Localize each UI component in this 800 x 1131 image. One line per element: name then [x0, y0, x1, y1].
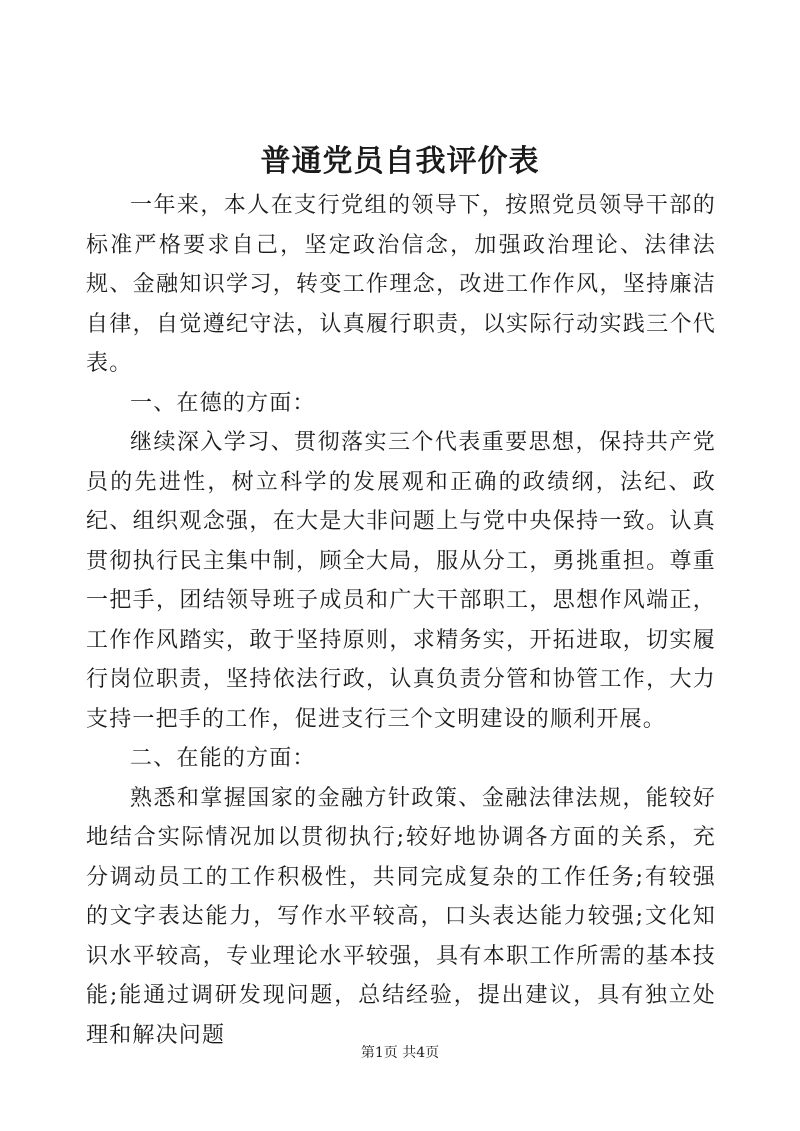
section-heading-virtue: 一、在德的方面：	[130, 390, 316, 416]
paragraph-virtue: 继续深入学习、贯彻落实三个代表重要思想，保持共产党员的先进性，树立科学的发展观和正确的政绩纲，法纪、政纪、组织观念强，在大是大非问题上与党中央保持一致。认真贯彻执行民主集中制，顾全大局，服从分工，勇挑重担。尊重一把手，团结领导班子成员和广大干部职工，思想作风端正，工作作风踏实，敢于坚持原则，求精务实，开拓进取，切实履行岗位职责，坚持依法行政，认真负责分管和协管工作，大力支持一把手的工作，促进支行三个文明建设的顺利开展。	[86, 430, 716, 732]
paragraph-ability: 熟悉和掌握国家的金融方针政策、金融法律法规，能较好地结合实际情况加以贯彻执行;较好地协调各方面的关系，充分调动员工的工作积极性，共同完成复杂的工作任务;有较强的文字表达能力，写作水平较高，口头表达能力较强;文化知识水平较高，专业理论水平较强，具有本职工作所需的基本技能;能通过调研发现问题，总结经验，提出建议，具有独立处理和解决问题	[86, 785, 716, 1048]
paragraph-intro: 一年来，本人在支行党组的领导下，按照党员领导干部的标准严格要求自己，坚定政治信念，加强政治理论、法律法规、金融知识学习，转变工作理念，改进工作作风，坚持廉洁自律，自觉遵纪守法，认真履行职责，以实际行动实践三个代表。	[86, 193, 716, 376]
section-heading-ability: 二、在能的方面：	[130, 746, 316, 771]
page-footer: 第1页 共4页	[360, 1045, 440, 1061]
document-body	[86, 186, 716, 1055]
page-title: 普通党员自我评价表	[260, 144, 540, 179]
